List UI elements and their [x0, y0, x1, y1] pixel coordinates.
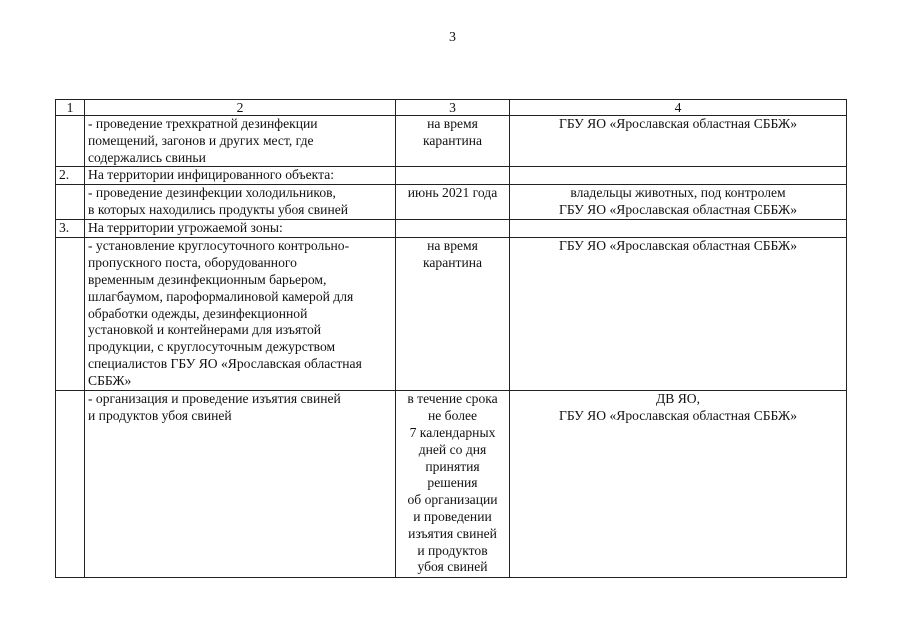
page-number: 3: [449, 30, 456, 45]
action-cell: - установление круглосуточного контрольно- пропускного поста, оборудованного временным дезинфекционным барьером, шлагбаумом, пароформалиновой камерой для обработки одежды, дезинфекционной установкой и контейнерами для изъятой продукции, с круглосуточным дежурством специалистов ГБУ ЯО «Ярославская областная СББЖ»: [85, 238, 396, 391]
row-number: [56, 391, 85, 578]
action-cell: - проведение трехкратной дезинфекции помещений, загонов и других мест, где содержались свиньи: [85, 116, 396, 167]
table-row: [56, 167, 847, 185]
action-cell: - организация и проведение изъятия свиней и продуктов убоя свиней: [85, 391, 396, 578]
header-col-1: 1: [56, 100, 85, 116]
responsible-cell: [510, 167, 847, 185]
term-cell: [396, 220, 510, 238]
section-heading-cell: На территории инфицированного объекта:: [85, 167, 396, 185]
row-number: [56, 116, 85, 167]
term-cell: июнь 2021 года: [396, 185, 510, 220]
table-row: [56, 220, 847, 238]
responsible-cell: ГБУ ЯО «Ярославская областная СББЖ»: [510, 238, 847, 391]
row-number: [56, 185, 85, 220]
responsible-cell: ДВ ЯО, ГБУ ЯО «Ярославская областная СББЖ»: [510, 391, 847, 578]
row-number: 2.: [56, 167, 85, 185]
term-cell: на время карантина: [396, 116, 510, 167]
table-header-row: [56, 100, 847, 116]
term-cell: на время карантина: [396, 238, 510, 391]
header-col-2: 2: [85, 100, 396, 116]
table-row: [56, 391, 847, 578]
row-number: [56, 238, 85, 391]
table-row: [56, 185, 847, 220]
responsible-cell: [510, 220, 847, 238]
action-cell: - проведение дезинфекции холодильников, в которых находились продукты убоя свиней: [85, 185, 396, 220]
term-cell: в течение срока не более 7 календарных дней со дня принятия решения об организации и проведении изъятия свиней и продуктов убоя свиней: [396, 391, 510, 578]
table-row: [56, 238, 847, 391]
section-heading-cell: На территории угрожаемой зоны:: [85, 220, 396, 238]
measures-table: [55, 99, 847, 578]
responsible-cell: владельцы животных, под контролем ГБУ ЯО «Ярославская областная СББЖ»: [510, 185, 847, 220]
row-number: 3.: [56, 220, 85, 238]
responsible-cell: ГБУ ЯО «Ярославская областная СББЖ»: [510, 116, 847, 167]
term-cell: [396, 167, 510, 185]
header-col-4: 4: [510, 100, 847, 116]
table-row: [56, 116, 847, 167]
header-col-3: 3: [396, 100, 510, 116]
